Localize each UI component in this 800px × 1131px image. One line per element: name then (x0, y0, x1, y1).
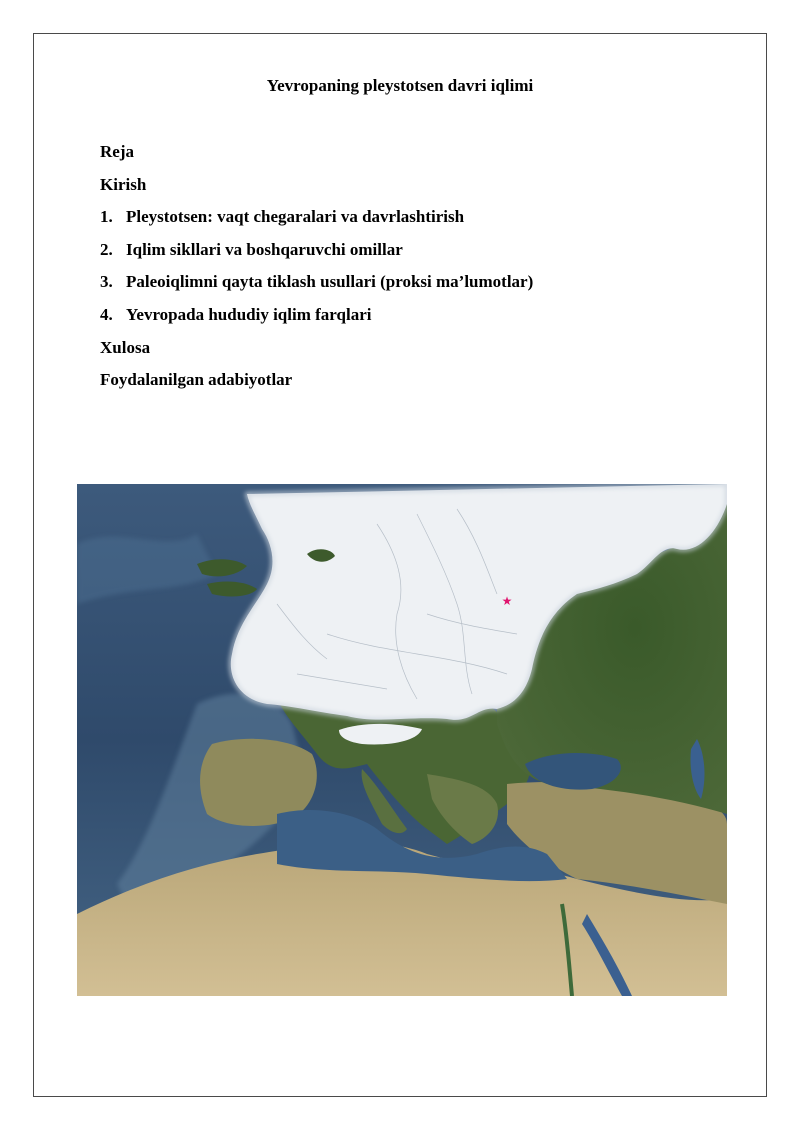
outline-item (100, 303, 533, 336)
outline-text: Foydalanilgan adabiyotlar (100, 370, 293, 390)
outline-text: Kirish (100, 174, 147, 194)
outline-text: Reja (100, 142, 134, 161)
outline-text: Yevropada hududiy iqlim farqlari (126, 304, 372, 324)
ice-age-europe-map (77, 484, 727, 996)
outline-text: Iqlim sikllari va boshqaruvchi omillar (126, 239, 403, 259)
outline-item (100, 205, 533, 238)
outline-number: 4. (100, 304, 113, 324)
outline-text: Paleoiqlimni qayta tiklash usullari (proksi ma’lumotlar) (126, 272, 534, 292)
outline-item (100, 368, 533, 401)
outline-list (100, 140, 533, 401)
outline-item (100, 173, 533, 206)
location-marker-icon: ★ (501, 594, 513, 608)
outline-item (100, 238, 533, 271)
outline-item (100, 140, 533, 173)
outline-item (100, 336, 533, 369)
outline-text: Xulosa (100, 337, 151, 357)
outline-text: Pleystotsen: vaqt chegaralari va davrlashtirish (126, 207, 465, 227)
outline-number: 1. (100, 207, 113, 227)
outline-item (100, 270, 533, 303)
outline-number: 3. (100, 272, 113, 292)
outline-number: 2. (100, 239, 113, 259)
document-title: Yevropaning pleystotsen davri iqlimi (266, 76, 534, 95)
